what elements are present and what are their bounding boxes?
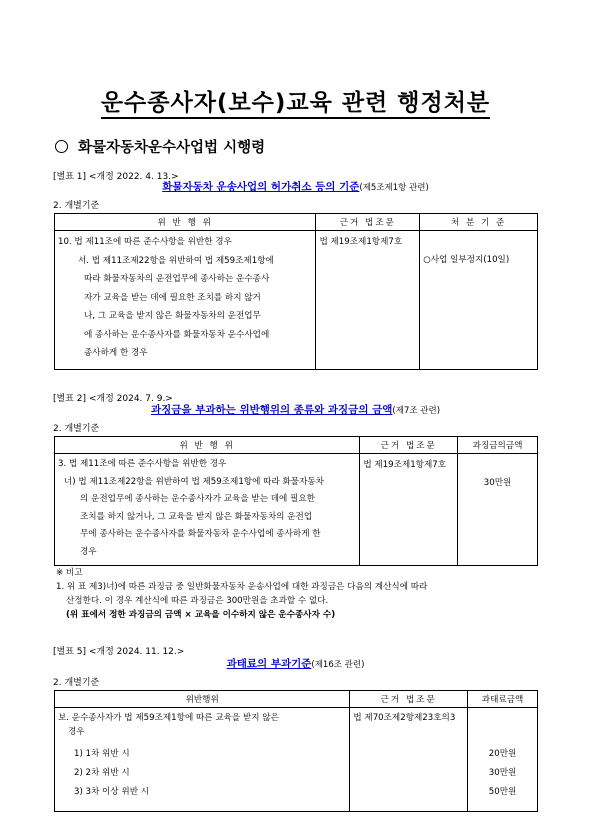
- fine-amount: 30만원: [488, 768, 517, 778]
- violation-count-row: 2) 2차 위반 시: [74, 768, 130, 778]
- table-row: [55, 454, 538, 566]
- annex-5-subhead: 2. 개별기준: [53, 678, 100, 688]
- fine-amount: 20만원: [488, 749, 517, 759]
- annex-5-title-link[interactable]: 과태료의 부과기준: [226, 658, 312, 670]
- violation-subitem-line: 의 운전업무에 종사하는 운수종사자가 교육을 받는 데에 필요한: [80, 494, 315, 504]
- violation-subitem-line: 무에 종사하는 운수종사자를 화물자동차 운수사업에 종사하게 한: [80, 529, 321, 539]
- table-revocation-criteria: [54, 213, 538, 370]
- table-header: 과태료금액: [468, 691, 538, 708]
- annex-5-label: [별표 5] <개정 2024. 11. 12.>: [53, 647, 185, 657]
- annex-2-caption: 과징금을 부과하는 위반행위의 종류와 과징금의 금액(제7조 관련): [150, 404, 441, 416]
- surcharge-amount: 30만원: [483, 478, 512, 488]
- table-header: 위반행위: [55, 691, 350, 708]
- violation-subitem: 서. 법 제11조제22항을 위반하여 법 제59조제1항에: [78, 255, 274, 266]
- annex-2-title-link[interactable]: 과징금을 부과하는 위반행위의 종류와 과징금의 금액: [150, 404, 393, 416]
- table-header: 처 분 기 준: [420, 214, 538, 231]
- table-header: 근거 법조문: [350, 691, 468, 708]
- circle-bullet-icon: [55, 140, 68, 153]
- annex-1-caption: 화물자동차 운송사업의 허가취소 등의 기준(제5조제1항 관련): [162, 181, 429, 193]
- notes-line: 1. 위 표 제3)너)에 따른 과징금 중 일반화물자동차 운송사업에 대한 과징금은 다음의 계산식에 따라: [56, 582, 428, 592]
- table-penalty-surcharge: [54, 436, 538, 566]
- annex-2-label: [별표 2] <개정 2024. 7. 9.>: [53, 394, 173, 404]
- table-header: 근거 법조문: [360, 437, 458, 454]
- violation-subitem-line: 자가 교육을 받는 데에 필요한 조치를 하지 않거: [84, 292, 261, 303]
- violation-subitem-line: 경우: [80, 546, 97, 557]
- violation-subitem: 너) 법 제11조제22항을 위반하여 법 제59조제1항에 따라 화물자동차: [64, 476, 324, 487]
- violation-item-line: 경우: [68, 727, 85, 737]
- law-reference: 법 제19조제1항제7호: [363, 460, 447, 470]
- table-header: 위 반 행 위: [55, 214, 316, 231]
- annex-2-subhead: 2. 개별기준: [53, 424, 100, 434]
- notes-line: 산정한다. 이 경우 계산식에 따른 과징금은 300만원을 초과할 수 없다.: [66, 596, 329, 606]
- violation-count-row: 1) 1차 위반 시: [74, 749, 130, 759]
- table-fine-criteria: [54, 690, 538, 812]
- violation-item: 보. 운수종사자가 법 제59조제1항에 따른 교육을 받지 않은: [58, 713, 279, 723]
- violation-subitem-line: 조치를 하지 않거나, 그 교육을 받지 않은 화물자동차의 운전업: [80, 511, 313, 522]
- violation-subitem-line: 종사하게 한 경우: [84, 348, 148, 358]
- table-row: [55, 231, 538, 370]
- violation-subitem-line: 나, 그 교육을 받지 않은 화물자동차의 운전업무: [84, 311, 261, 321]
- section-heading: 화물자동차운수사업법 시행령: [55, 136, 265, 157]
- violation-subitem-line: 에 종사하는 운수종사자를 화물자동차 운수사업에: [84, 329, 270, 340]
- table-row: [55, 708, 538, 812]
- penalty-criterion: ○사업 일부정지(10일): [423, 255, 510, 265]
- annex-5-caption: 과태료의 부과기준(제16조 관련): [226, 658, 365, 670]
- annex-1-label: [별표 1] <개정 2022. 4. 13.>: [53, 172, 179, 182]
- violation-subitem-line: 따라 화물자동차의 운전업무에 종사하는 운수종사: [84, 274, 270, 284]
- fine-amount: 50만원: [488, 787, 517, 797]
- violation-count-row: 3) 3차 이상 위반 시: [74, 787, 150, 797]
- table-header: 위 반 행 위: [55, 437, 360, 454]
- notes-label: ※ 비고: [56, 568, 83, 578]
- violation-item: 10. 법 제11조에 따른 준수사항을 위반한 경우: [58, 237, 232, 247]
- annex-1-title-link[interactable]: 화물자동차 운송사업의 허가취소 등의 기준: [162, 181, 360, 193]
- table-header: 근거 법조문: [316, 214, 420, 231]
- law-reference: 법 제70조제2항제23호의3: [353, 713, 456, 723]
- page-title: 운수종사자(보수)교육 관련 행정처분: [0, 84, 591, 117]
- notes-formula: (위 표에서 정한 과징금의 금액 × 교육을 이수하지 않은 운수종사자 수): [66, 610, 336, 620]
- law-reference: 법 제19조제1항제7호: [319, 237, 403, 247]
- table-header: 과징금의금액: [458, 437, 538, 454]
- annex-1-subhead: 2. 개별기준: [53, 201, 100, 211]
- notes-block: [56, 566, 427, 622]
- violation-item: 3. 법 제11조에 따른 준수사항을 위반한 경우: [58, 459, 227, 469]
